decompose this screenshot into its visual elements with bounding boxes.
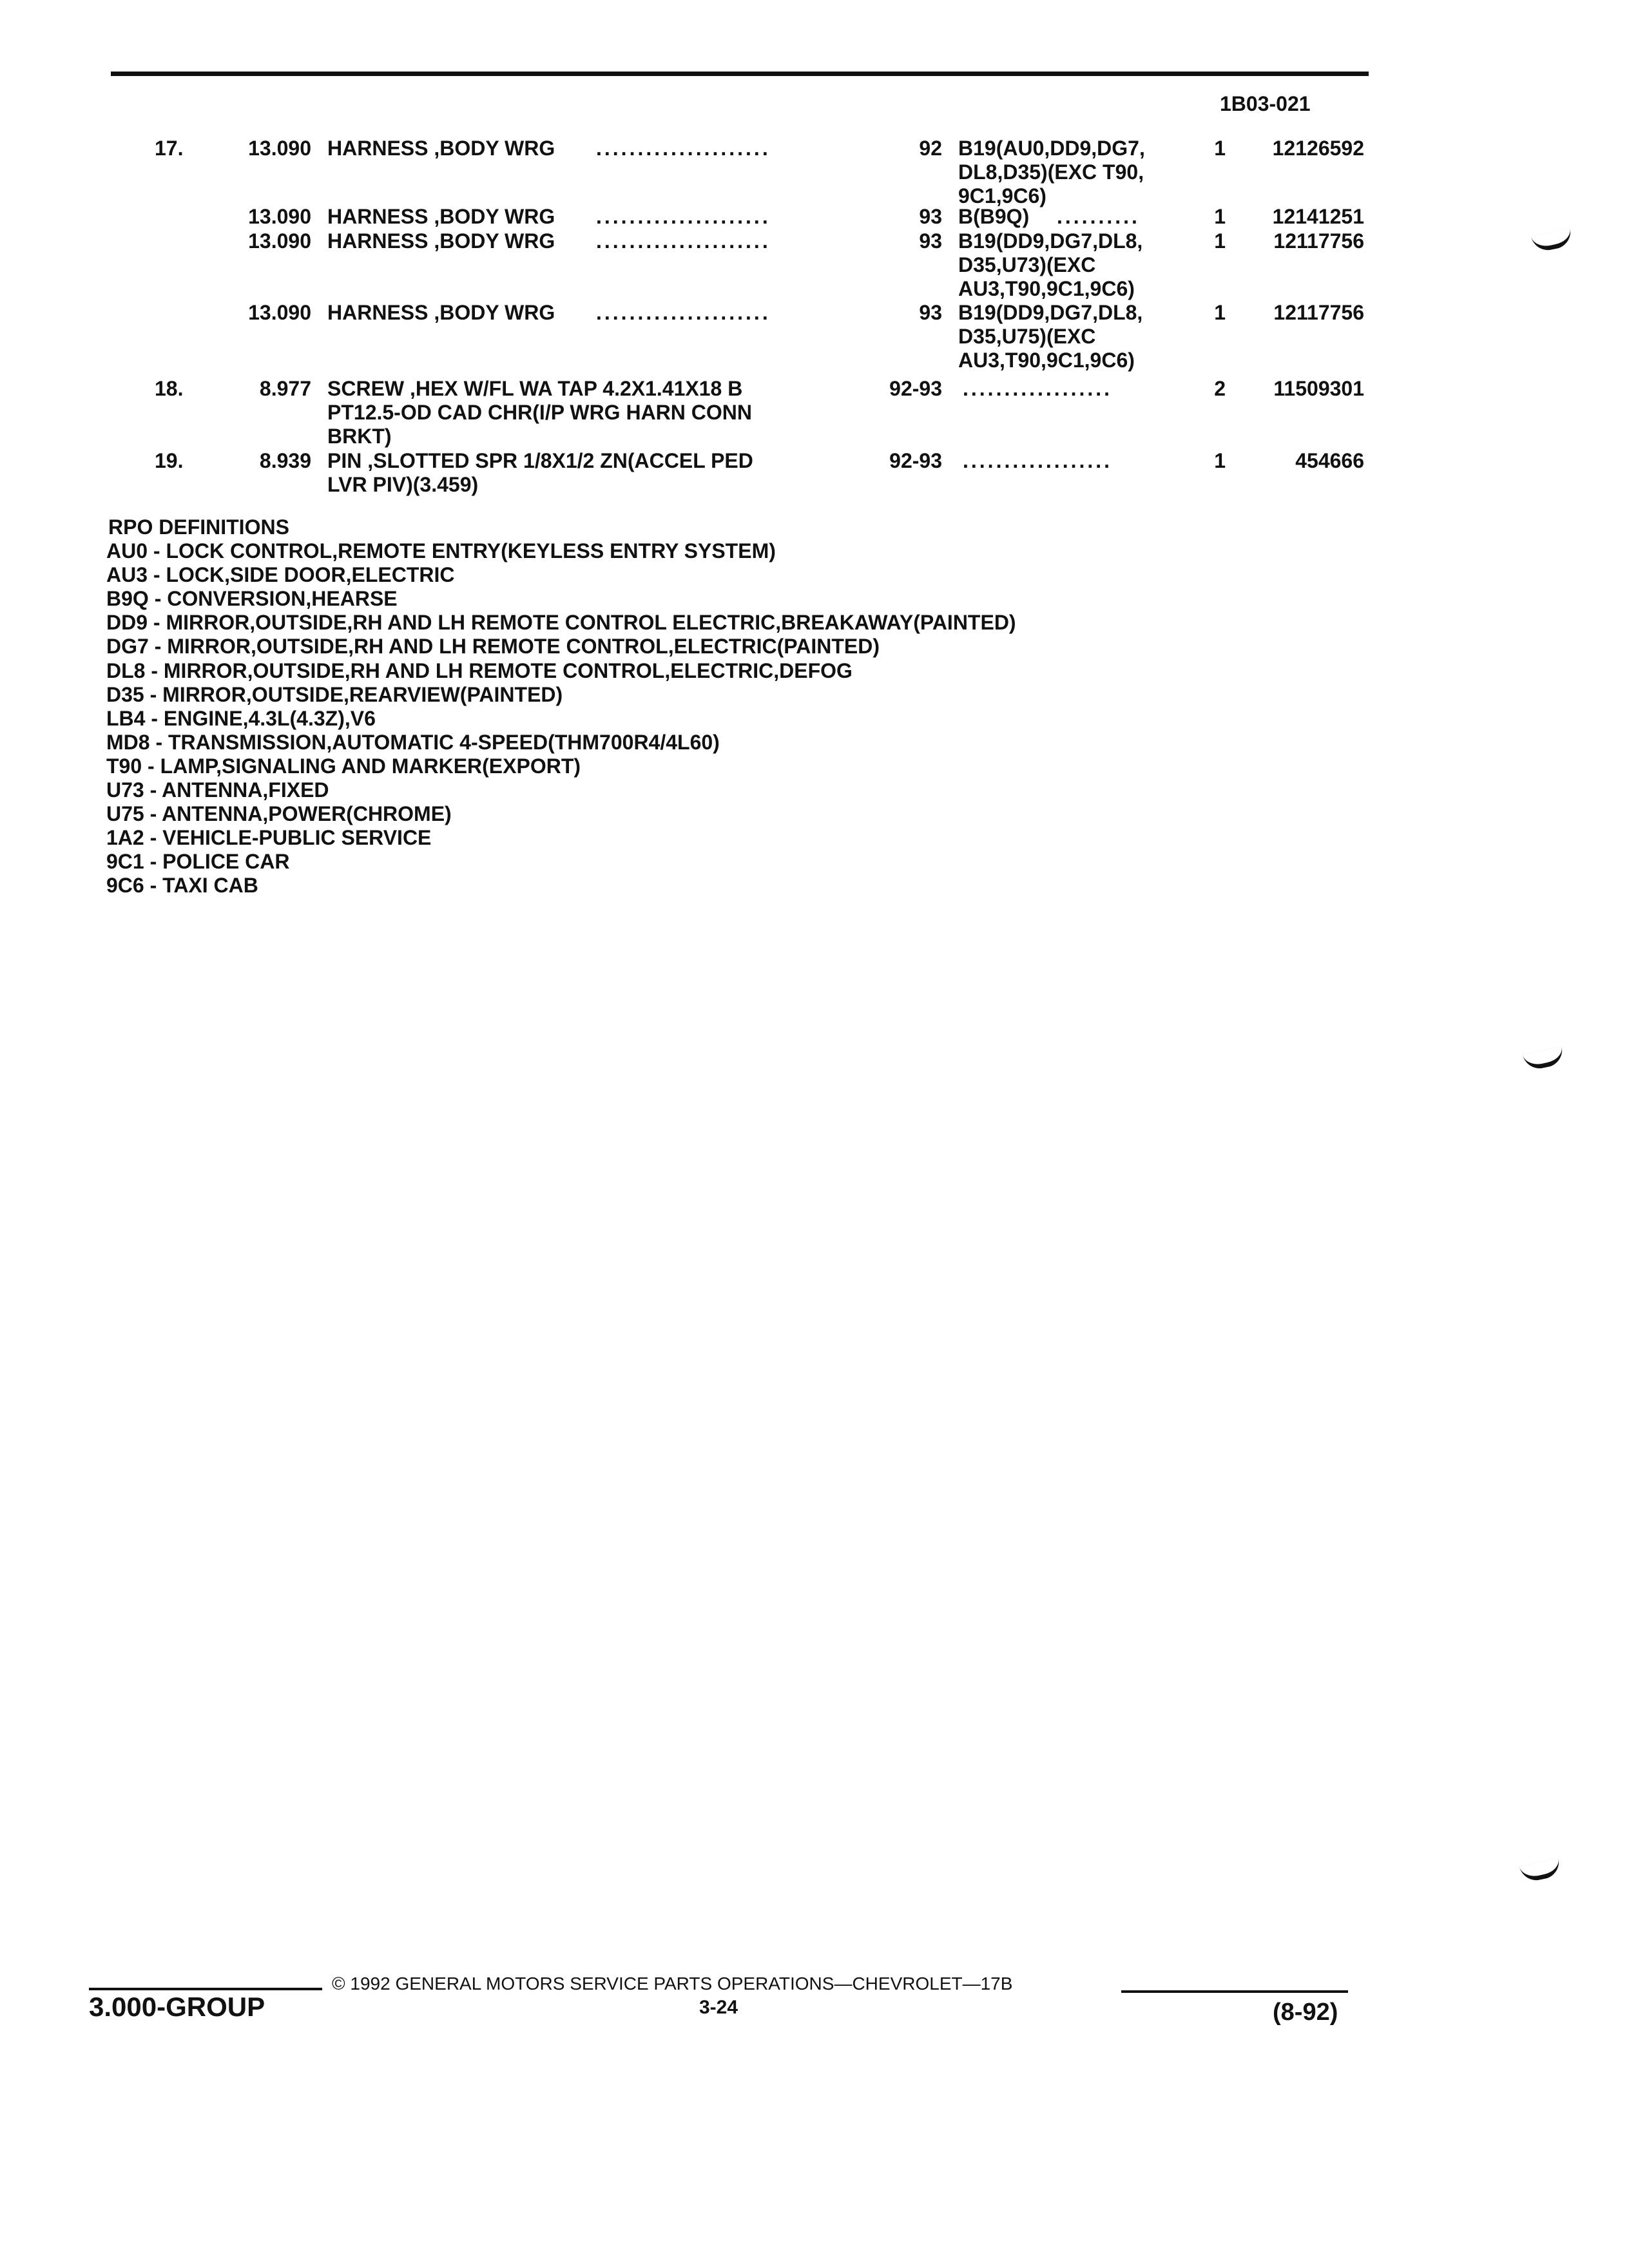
usage-code: D35,U73)(EXC: [958, 253, 1096, 276]
quantity: 1: [1214, 205, 1226, 228]
rpo-definition: AU3 - LOCK,SIDE DOOR,ELECTRIC: [106, 563, 455, 587]
usage-code: B19(AU0,DD9,DG7,: [958, 137, 1145, 160]
leader-dots: .....................: [596, 301, 771, 324]
binder-punch-mark: [1523, 1046, 1565, 1072]
quantity: 2: [1214, 377, 1226, 400]
part-description: HARNESS ,BODY WRG: [327, 205, 555, 228]
part-number: 12126592: [1272, 137, 1364, 160]
rpo-definition: T90 - LAMP,SIGNALING AND MARKER(EXPORT): [106, 754, 581, 778]
usage-code: B(B9Q): [958, 205, 1030, 228]
rpo-definition: B9Q - CONVERSION,HEARSE: [106, 587, 398, 611]
item-number: 17.: [155, 137, 184, 160]
leader-dots: ..................: [963, 449, 1113, 472]
rpo-definition: LB4 - ENGINE,4.3L(4.3Z),V6: [106, 706, 376, 730]
binder-punch-mark: [1519, 1858, 1562, 1883]
part-description: HARNESS ,BODY WRG: [327, 229, 555, 253]
rpo-definition: DD9 - MIRROR,OUTSIDE,RH AND LH REMOTE CONTROL ELECTRIC,BREAKAWAY(PAINTED): [106, 611, 1016, 635]
part-number: 12141251: [1272, 205, 1364, 228]
rpo-definition: 9C6 - TAXI CAB: [106, 874, 258, 898]
leader-dots: ..................: [963, 377, 1113, 400]
item-number: 18.: [155, 377, 184, 400]
part-number: 454666: [1295, 449, 1364, 472]
footer-rule-right: [1121, 1990, 1348, 1993]
leader-dots: ..........: [1057, 205, 1140, 228]
usage-code: AU3,T90,9C1,9C6): [958, 277, 1135, 300]
quantity: 1: [1214, 137, 1226, 160]
footer-copyright: © 1992 GENERAL MOTORS SERVICE PARTS OPERATIONS—CHEVROLET—17B: [332, 1974, 1013, 1994]
usage-code: AU3,T90,9C1,9C6): [958, 349, 1135, 372]
group-number: 13.090: [248, 229, 311, 253]
part-description: BRKT): [327, 425, 392, 448]
usage-code: 9C1,9C6): [958, 184, 1046, 207]
leader-dots: .....................: [596, 229, 771, 253]
part-number: 12117756: [1273, 301, 1364, 324]
rpo-definition: AU0 - LOCK CONTROL,REMOTE ENTRY(KEYLESS ENTRY SYSTEM): [106, 539, 776, 562]
rpo-definition: DG7 - MIRROR,OUTSIDE,RH AND LH REMOTE CONTROL,ELECTRIC(PAINTED): [106, 635, 880, 658]
model-year: 93: [919, 205, 942, 228]
model-year: 92-93: [889, 449, 942, 472]
group-number: 8.939: [259, 449, 311, 472]
page-code: 1B03-021: [1220, 92, 1311, 115]
quantity: 1: [1214, 301, 1226, 324]
top-rule: [111, 72, 1369, 76]
rpo-definition: 1A2 - VEHICLE-PUBLIC SERVICE: [106, 826, 432, 850]
rpo-definition: MD8 - TRANSMISSION,AUTOMATIC 4-SPEED(THM700R4/4L60): [106, 730, 720, 754]
quantity: 1: [1214, 229, 1226, 253]
footer-group: 3.000-GROUP: [89, 1992, 265, 2022]
model-year: 93: [919, 229, 942, 253]
binder-punch-mark: [1531, 228, 1574, 253]
model-year: 92: [919, 137, 942, 160]
usage-code: DL8,D35)(EXC T90,: [958, 160, 1144, 184]
group-number: 13.090: [248, 205, 311, 228]
group-number: 13.090: [248, 137, 311, 160]
part-description: LVR PIV)(3.459): [327, 473, 479, 496]
footer-rule-left: [89, 1988, 322, 1990]
usage-code: B19(DD9,DG7,DL8,: [958, 301, 1143, 324]
part-description: HARNESS ,BODY WRG: [327, 301, 555, 324]
rpo-definition: U75 - ANTENNA,POWER(CHROME): [106, 802, 452, 826]
model-year: 92-93: [889, 377, 942, 400]
usage-code: D35,U75)(EXC: [958, 325, 1096, 348]
quantity: 1: [1214, 449, 1226, 472]
rpo-heading: RPO DEFINITIONS: [108, 515, 289, 539]
rpo-definition: DL8 - MIRROR,OUTSIDE,RH AND LH REMOTE CONTROL,ELECTRIC,DEFOG: [106, 658, 853, 682]
leader-dots: .....................: [596, 137, 771, 160]
item-number: 19.: [155, 449, 184, 472]
part-description: PIN ,SLOTTED SPR 1/8X1/2 ZN(ACCEL PED: [327, 449, 753, 472]
leader-dots: .....................: [596, 205, 771, 228]
part-description: SCREW ,HEX W/FL WA TAP 4.2X1.41X18 B: [327, 377, 743, 400]
rpo-definition: 9C1 - POLICE CAR: [106, 850, 290, 874]
rpo-definition: U73 - ANTENNA,FIXED: [106, 778, 329, 802]
footer-page-number: 3-24: [699, 1997, 738, 2018]
part-number: 11509301: [1273, 377, 1364, 400]
footer-date: (8-92): [1273, 1999, 1338, 2026]
part-description: HARNESS ,BODY WRG: [327, 137, 555, 160]
usage-code: B19(DD9,DG7,DL8,: [958, 229, 1143, 253]
group-number: 8.977: [259, 377, 311, 400]
rpo-definition: D35 - MIRROR,OUTSIDE,REARVIEW(PAINTED): [106, 682, 563, 706]
part-number: 12117756: [1273, 229, 1364, 253]
group-number: 13.090: [248, 301, 311, 324]
model-year: 93: [919, 301, 942, 324]
part-description: PT12.5-OD CAD CHR(I/P WRG HARN CONN: [327, 401, 752, 424]
